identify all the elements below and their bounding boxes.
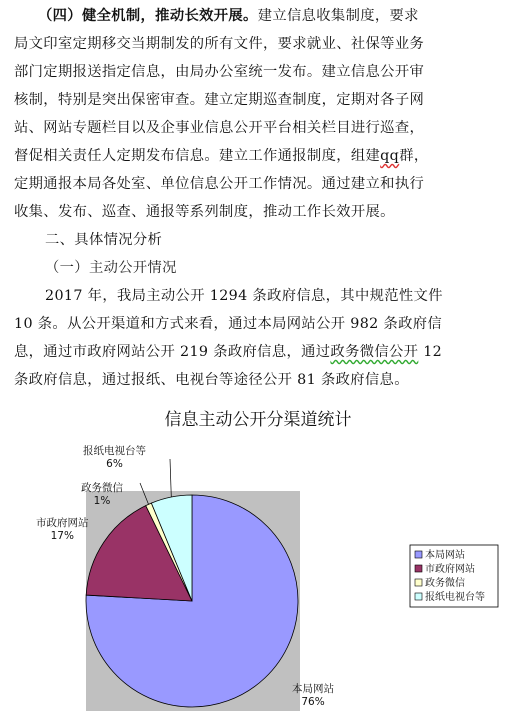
text-fragment: 12 <box>418 344 443 360</box>
legend-entry: 市政府网站 <box>425 564 475 575</box>
section-four-title: （四）健全机制，推动长效开展。 <box>38 8 258 24</box>
legend-swatch <box>415 551 422 558</box>
legend-swatch <box>415 565 422 572</box>
spellcheck-word-qq: qq <box>380 148 400 164</box>
legend-swatch <box>415 593 422 600</box>
slice-percent-label: 1% <box>93 495 111 507</box>
text-fragment: 建立信息收集制度，要求 <box>257 8 419 24</box>
paragraph-line: 定期通报本局各处室、单位信息公开工作情况。通过建立和执行 <box>14 176 425 192</box>
paragraph-line: 2017 年，我局主动公开 1294 条政府信息，其中规范性文件 <box>45 288 443 304</box>
text-fragment: 息，通过市政府网站公开 219 条政府信息，通过 <box>14 344 331 360</box>
section-heading: 二、具体情况分析 <box>45 232 163 248</box>
text-fragment: 群， <box>399 148 429 164</box>
legend-entry: 政务微信 <box>425 578 465 589</box>
slice-percent-label: 17% <box>50 530 74 542</box>
grammar-flag-phrase: 政务微信公开 <box>330 344 419 360</box>
paragraph-line: 收集、发布、巡查、通报等系列制度，推动工作长效开展。 <box>14 204 395 220</box>
legend-entry: 本局网站 <box>425 550 465 561</box>
slice-percent-label: 6% <box>106 458 123 470</box>
legend-swatch <box>415 579 422 586</box>
slice-percent-label: 76% <box>301 696 325 708</box>
slice-category-label: 政务微信 <box>81 482 123 494</box>
paragraph-line: 部门定期报送指定信息，由局办公室统一发布。建立信息公开审 <box>14 64 425 80</box>
paragraph-line: 站、网站专题栏目以及企事业信息公开平台相关栏目进行巡查， <box>14 120 425 136</box>
chart-title: 信息主动公开分渠道统计 <box>164 410 352 430</box>
subsection-heading: （一）主动公开情况 <box>45 260 177 276</box>
legend-entry: 报纸电视台等 <box>425 592 485 603</box>
paragraph-line: 10 条。从公开渠道和方式来看，通过本局网站公开 982 条政府信 <box>14 316 443 332</box>
slice-category-label: 市政府网站 <box>36 517 89 529</box>
slice-category-label: 报纸电视台等 <box>83 445 146 457</box>
paragraph-line: 核制，特别是突出保密审查。建立定期巡查制度，定期对各子网 <box>14 92 425 108</box>
text-fragment: 督促相关责任人定期发布信息。建立工作通报制度，组建 <box>14 148 381 164</box>
paragraph-line: 条政府信息，通过报纸、电视台等途径公开 81 条政府信息。 <box>14 372 409 388</box>
paragraph-line: 局文印室定期移交当期制发的所有文件，要求就业、社保等业务 <box>14 36 425 52</box>
slice-category-label: 本局网站 <box>292 683 334 695</box>
